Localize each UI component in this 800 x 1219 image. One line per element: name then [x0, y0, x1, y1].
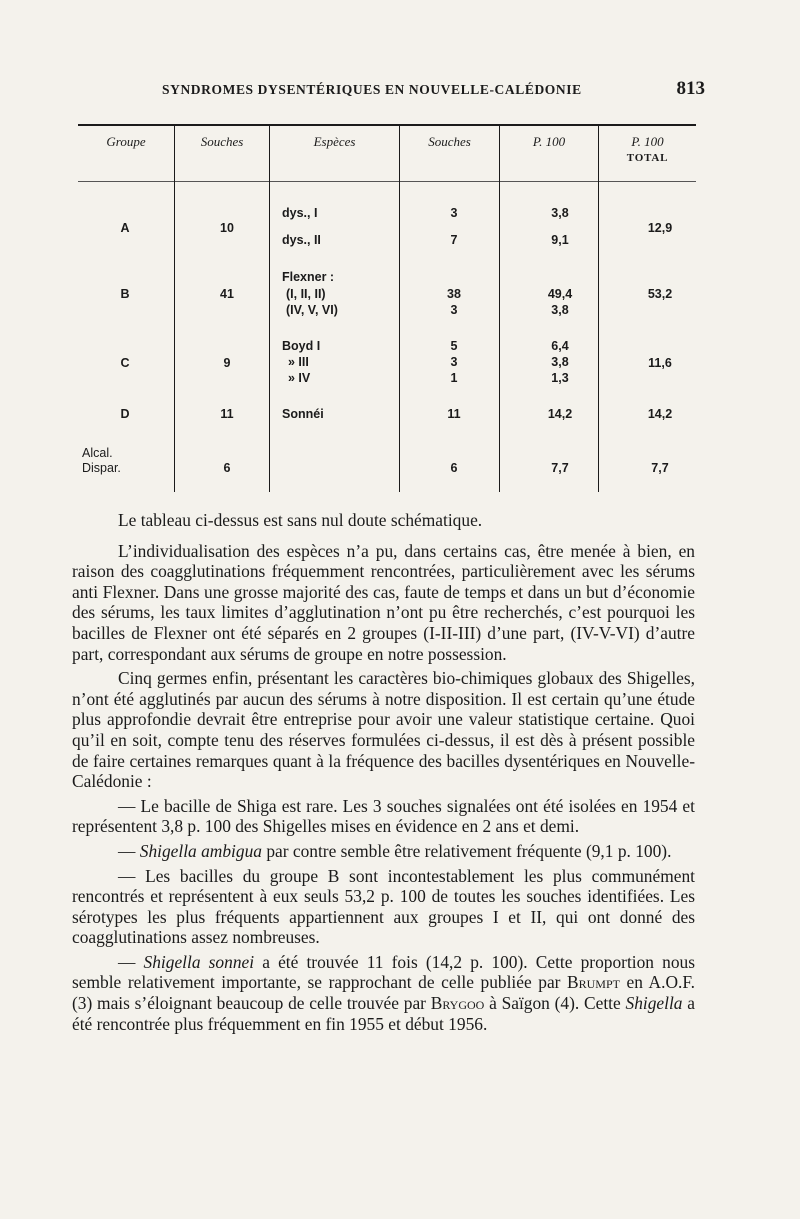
row-c-pct-1: 6,4	[551, 339, 569, 353]
row-e-pct-1: 7,7	[551, 461, 569, 475]
row-a-pct-2: 9,1	[551, 233, 569, 247]
species-name: Shigella	[625, 993, 683, 1014]
row-a-count-2: 7	[450, 233, 458, 247]
row-b-pct-3: 3,8	[551, 303, 569, 317]
row-b-espece-3: (IV, V, VI)	[286, 303, 338, 317]
row-e-group-1: Alcal.	[82, 446, 113, 460]
page-number: 813	[676, 78, 705, 99]
row-c-pct-3: 1,3	[551, 371, 569, 385]
row-b-group: B	[120, 287, 130, 301]
row-c-count-3: 1	[450, 371, 458, 385]
row-a-count-1: 3	[450, 206, 458, 220]
text-run: en A.O.F. (3) mais s’éloignant beaucoup de celle trouvée par	[72, 972, 695, 1014]
row-b-count-2: 38	[447, 287, 461, 301]
row-a-group: A	[120, 221, 130, 235]
paragraph: L’individualisation des espèces n’a pu, dans certains cas, être menée à bien, en raison des coagglutinations fréquemment rencontrées, particulièrement avec les sérums anti Flexner. Dans une grosse majorité des cas, faute de temps et dans un but d’économie des sérums, les taux limites d’agglutination n’ont pu être recherchés, c’est pourquoi les bacilles de Flexner ont été séparés en 2 groupes (I-II-III) d’une part, (IV-V-VI) d’autre part, correspondant aux sérums de groupe en notre possession.	[72, 540, 695, 664]
row-a-pct-1: 3,8	[551, 206, 569, 220]
table-col-divider	[174, 126, 175, 492]
row-a-total: 12,9	[647, 221, 673, 235]
row-c-group: C	[120, 356, 130, 370]
row-b-espece-2: (I, II, II)	[286, 287, 326, 301]
row-d-count-1: 11	[447, 407, 461, 421]
col-header-souches: Souches	[200, 134, 244, 149]
row-d-total: 14,2	[647, 407, 673, 421]
paragraph: — Le bacille de Shiga est rare. Les 3 souches signalées ont été isolées en 1954 et représentent 3,8 p. 100 des Shigelles mises en évidence en 2 ans et demi.	[72, 795, 695, 837]
row-c-pct-2: 3,8	[551, 355, 569, 369]
row-c-count-1: 5	[450, 339, 458, 353]
row-b-espece-1: Flexner :	[282, 270, 335, 284]
row-c-espece-2: » III	[288, 355, 309, 369]
paragraph	[72, 841, 695, 862]
col-header-p100-total: P. 100	[631, 134, 664, 149]
row-a-espece-2: dys., II	[282, 233, 321, 247]
row-c-souches: 9	[223, 356, 231, 370]
paragraph	[72, 952, 695, 1034]
text-run: a été trouvée 11 fois (14,2 p. 100). Cette proportion nous semble relativement importante, se rapprochant de celle publiée par	[72, 951, 695, 993]
col-header-p100: P. 100	[532, 134, 566, 149]
col-header-especes: Espèces	[313, 134, 356, 149]
col-header-total: TOTAL	[626, 152, 669, 164]
text-run: à Saïgon (4). Cette	[484, 993, 626, 1014]
row-c-espece-1: Boyd I	[282, 339, 321, 353]
dash: —	[118, 951, 144, 972]
paragraph: Le tableau ci-dessus est sans nul doute schématique.	[118, 510, 483, 530]
body-text	[72, 510, 695, 1038]
row-c-count-2: 3	[450, 355, 458, 369]
row-e-group-2: Dispar.	[82, 461, 121, 475]
row-e-souches: 6	[223, 461, 231, 475]
table-col-divider	[399, 126, 400, 492]
table-top-rule	[78, 124, 696, 126]
row-b-souches: 41	[220, 287, 234, 301]
row-e-total: 7,7	[651, 461, 669, 475]
row-b-count-3: 3	[450, 303, 458, 317]
running-head	[70, 78, 705, 104]
row-e-count-1: 6	[450, 461, 458, 475]
row-d-pct-1: 14,2	[547, 407, 573, 421]
col-header-souches-2: Souches	[428, 134, 471, 149]
row-b-pct-2: 49,4	[547, 287, 573, 301]
author-name: Brygoo	[430, 993, 485, 1014]
row-d-espece-1: Sonnéi	[282, 407, 324, 421]
row-b-total: 53,2	[647, 287, 673, 301]
table-header-rule	[78, 181, 696, 182]
author-name: Brumpt	[567, 972, 620, 993]
species-name: Shigella sonnei	[143, 951, 255, 972]
species-name: Shigella ambigua	[139, 840, 262, 861]
table-col-divider	[269, 126, 270, 492]
paragraph: — Les bacilles du groupe B sont incontestablement les plus communément rencontrés et représentent à eux seuls 53,2 p. 100 de toutes les souches identifiées. Les sérotypes les plus fréquents appartiennent aux groupes I et II, qui ont donné des coagglutinations assez nombreuses.	[72, 865, 695, 948]
text-run: a été rencontrée plus fréquemment en fin 1955 et début 1956.	[72, 993, 695, 1034]
row-a-espece-1: dys., I	[282, 206, 318, 220]
dash: —	[118, 840, 140, 861]
row-d-souches: 11	[220, 407, 234, 421]
running-title: SYNDROMES DYSENTÉRIQUES EN NOUVELLE-CALÉDONIE	[162, 82, 582, 97]
row-c-espece-3: » IV	[288, 371, 311, 385]
row-a-souches: 10	[220, 221, 234, 235]
paragraph: Cinq germes enfin, présentant les caractères bio-chimiques globaux des Shigelles, n’ont été agglutinés par aucun des sérums à notre disposition. Il est certain qu’une étude plus approfondie devrait être entreprise pour avoir une valeur statistique certaine. Quoi qu’il en soit, compte tenu des réserves formulées ci-dessus, il est dès à présent possible de faire certaines remarques quant à la fréquence des bacilles dysentériques en Nouvelle-Calédonie :	[72, 668, 695, 792]
row-c-total: 11,6	[648, 356, 672, 370]
col-header-groupe: Groupe	[106, 134, 146, 149]
text-run: par contre semble être relativement fréquente (9,1 p. 100).	[261, 840, 672, 861]
row-d-group: D	[120, 407, 130, 421]
